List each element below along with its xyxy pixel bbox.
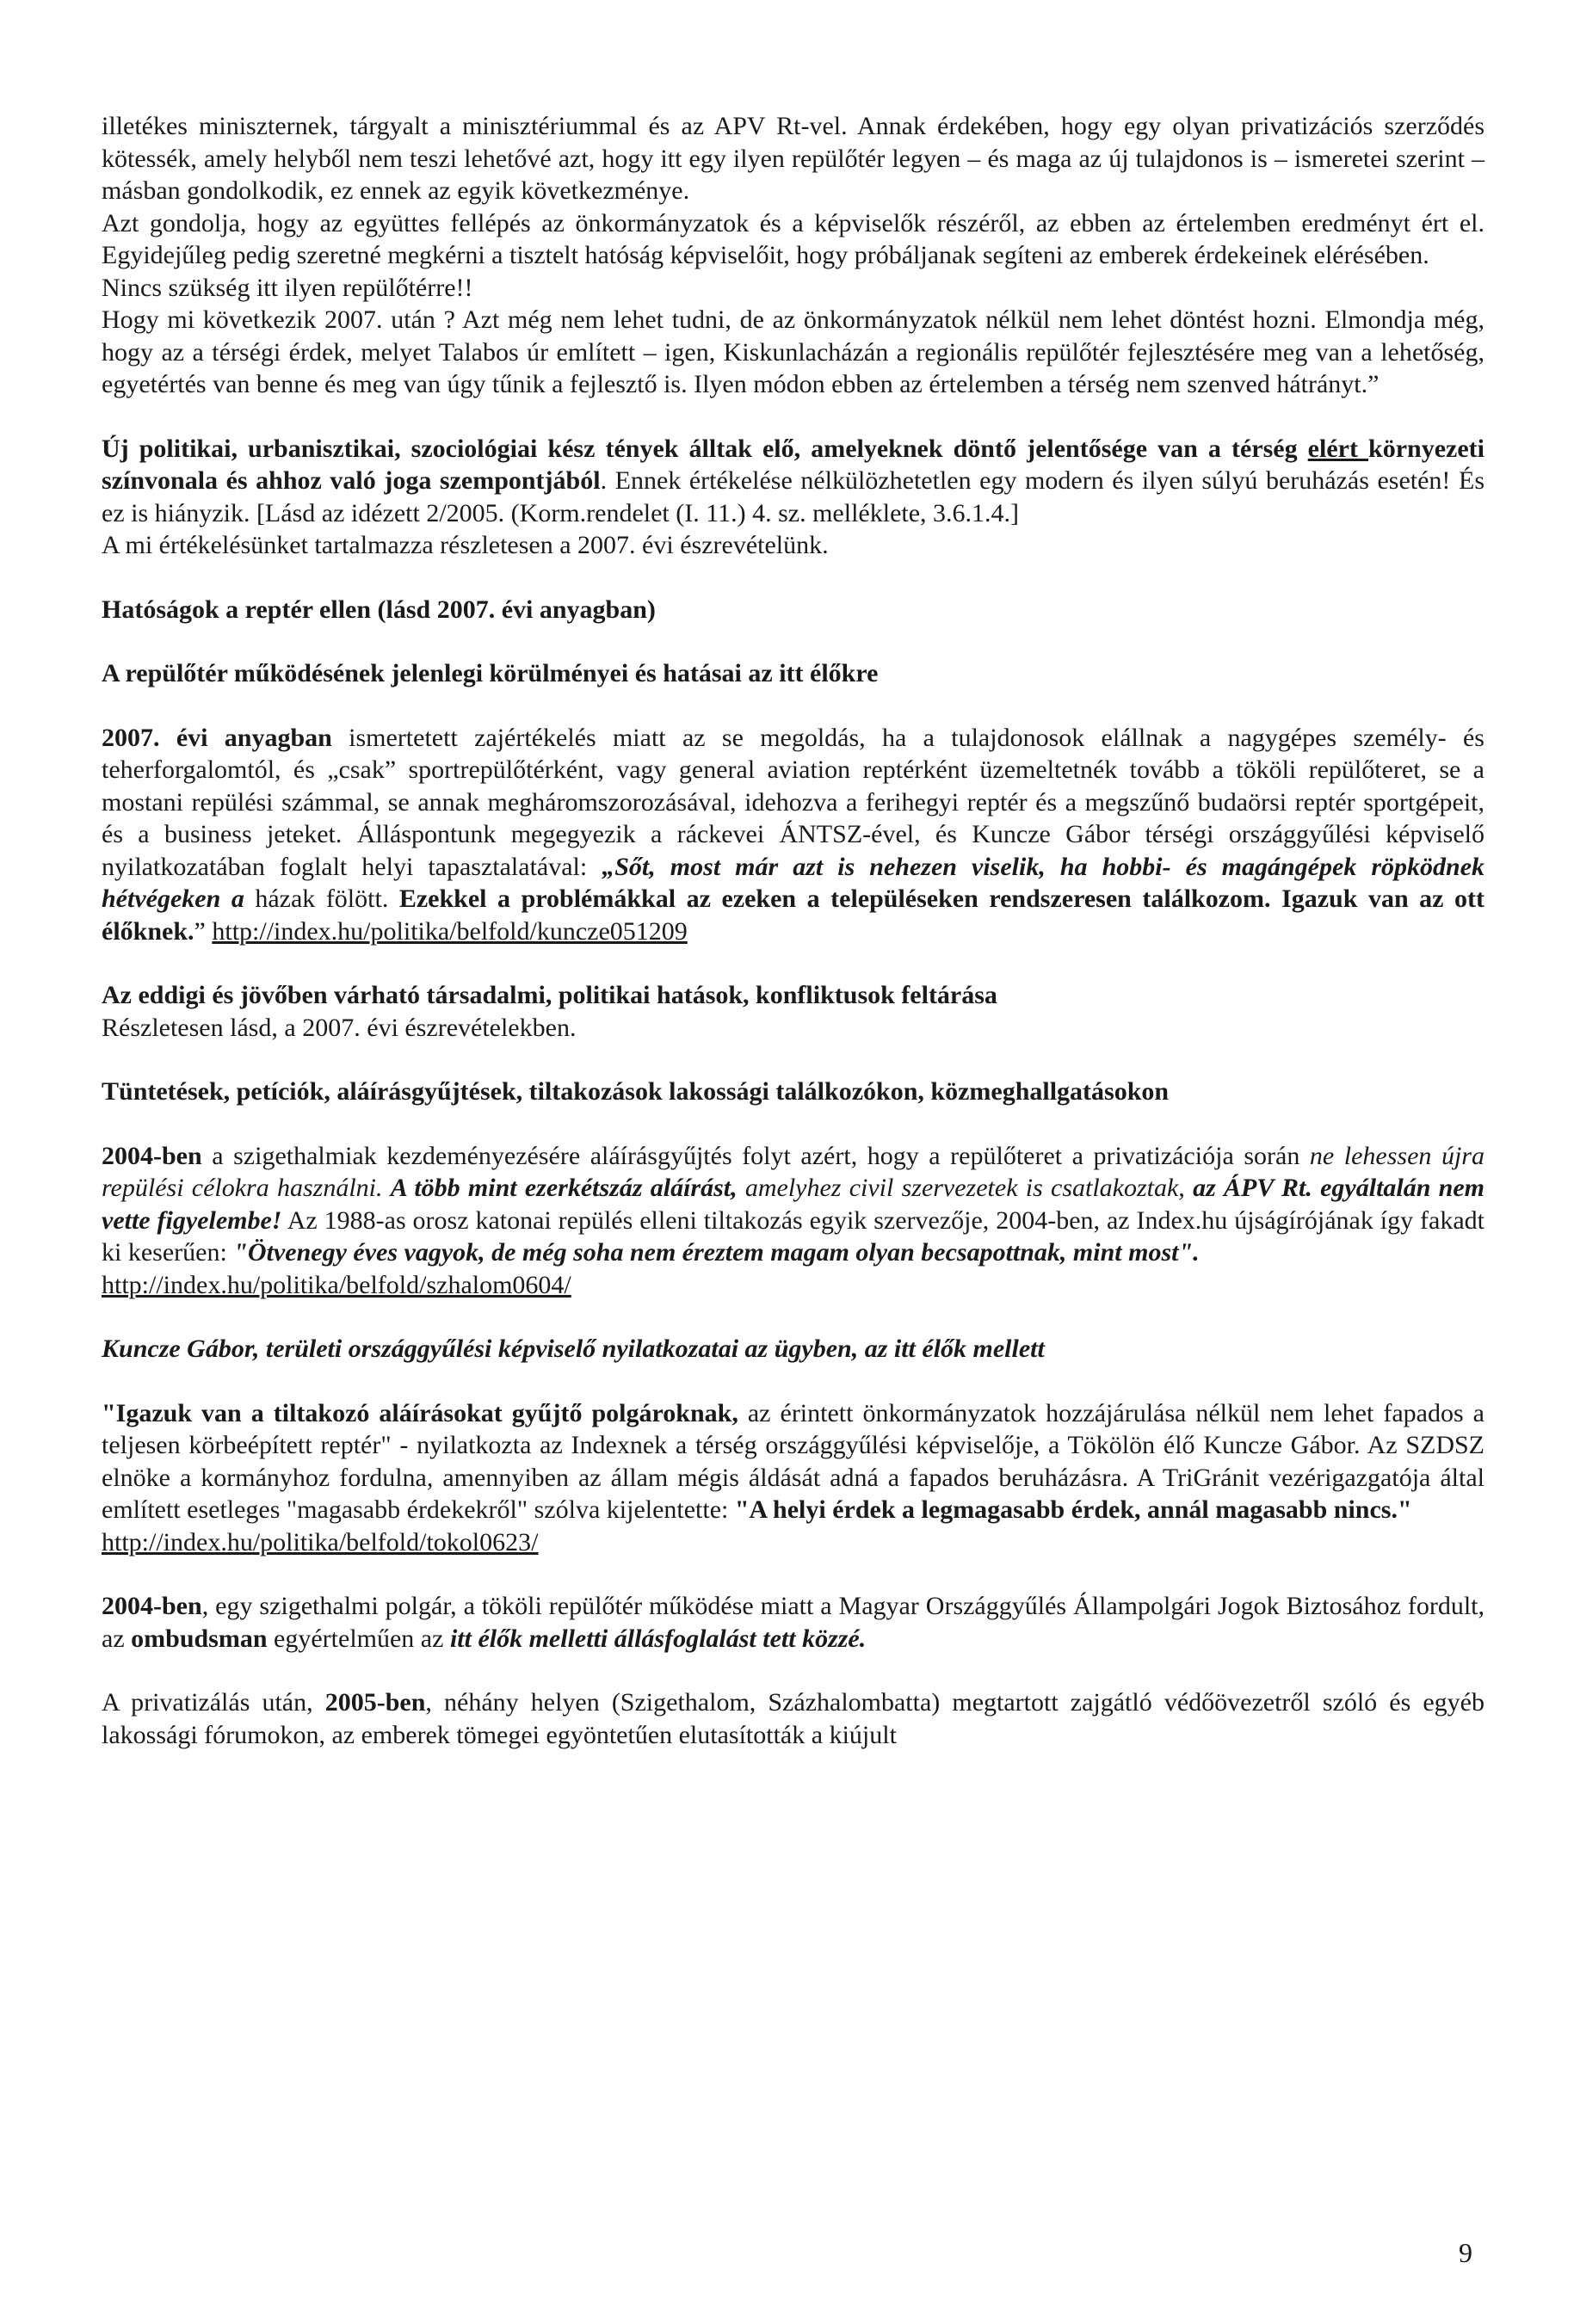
text: ismertetett zajértékelés miatt az se megoldás, ha a tulajdonosok elállnak a nagygépes személy- és teherforgalomtól, és „csak” sportrepülőtérként, vagy general aviation reptérként üzemeltetnék tovább a tököli repülőteret, se a mostani repülési számmal, se annak megháromszorozásával, idehozva a ferihegyi reptér és a megszűnő budaörsi reptér sportgépeit, és a business jeteket. Álláspontunk megegyezik a ráckevei ÁNTSZ-ével, és Kuncze Gábor térségi országgyűlési képviselő nyilatkozatában foglalt helyi tapasztalatával: [102, 723, 1484, 881]
paragraph [102, 1590, 1484, 1655]
text: Az 1988-as orosz katonai repülés elleni tiltakozás egyik szervezője, 2004-ben, az Index.hu újságírójának így fakadt ki keserűen: [102, 1205, 1484, 1267]
paragraph [102, 1397, 1484, 1559]
bold-lead: "Igazuk van a tiltakozó aláírásokat gyűjtő polgároknak, [102, 1398, 738, 1427]
paragraph: illetékes miniszternek, tárgyalt a minisztériummal és az APV Rt-vel. Annak érdekében, hogy egy olyan privatizációs szerződés kötessék, amely helyből nem teszi lehetővé azt, hogy itt egy ilyen repülőtér legyen – és maga az új tulajdonos is – ismeretei szerint – másban gondolkodik, ez ennek az egyik következménye. [102, 112, 1484, 205]
link-tokol0623[interactable]: http://index.hu/politika/belfold/tokol0623/ [102, 1527, 539, 1557]
bold-quote: "A helyi érdek a legmagasabb érdek, annál magasabb nincs." [734, 1495, 1412, 1524]
text [1185, 1174, 1193, 1202]
bold-italic-text: az ÁPV Rt. egyáltalán nem vette figyelembe! [102, 1174, 1485, 1235]
bold-text: Új politikai, urbanisztikai, szociológiai kész tények álltak elő, amelyeknek döntő jelentősége van a térség [102, 434, 1308, 463]
text [383, 1174, 391, 1202]
bold-quote: Ezekkel a problémákkal az ezeken a településeken rendszeresen találkozom. Igazuk van az ott élőknek. [102, 885, 1484, 946]
paragraph: Azt gondolja, hogy az együttes fellépés az önkormányzatok és a képviselők részéről, az ebben az értelemben eredményt ért el. Egyidejűleg pedig szeretné megkérni a tisztelt hatóság képviselőit, hogy próbáljanak segíteni az emberek érdekeinek elérésében. [102, 208, 1484, 269]
paragraph: Hogy mi következik 2007. után ? Azt még nem lehet tudni, de az önkormányzatok nélkül nem lehet döntést hozni. Elmondja még, hogy az a térségi érdek, melyet Talabos úr említett – igen, Kiskunlacházán a regionális repülőtér fejlesztésére meg van a lehetőség, egyetértés van benne és meg van úgy tűnik a fejlesztő is. Ilyen módon ebben az értelemben a térség nem szenved hátrányt.” [102, 305, 1484, 398]
text: egyértelműen az [267, 1624, 450, 1653]
section-heading: Hatóságok a reptér ellen (lásd 2007. évi anyagban) [102, 595, 656, 624]
bold-italic-text: itt élők melletti állásfoglalást tett közzé. [449, 1624, 867, 1653]
bold-italic-quote: "Ötvenegy éves vagyok, de még soha nem éreztem magam olyan becsapottnak, mint most". [233, 1238, 1200, 1267]
text: , néhány helyen (Szigethalom, Százhalombatta) megtartott zajgátló védőövezetről szóló és egyéb lakossági fórumokon, az emberek tömegei egyöntetűen elutasították a kiújult [102, 1688, 1484, 1749]
italic-text: amelyhez civil szervezetek is csatlakoztak, [737, 1174, 1185, 1202]
section-heading: Tüntetések, petíciók, aláírásgyűjtések, tiltakozások lakossági találkozókon, közmeghallgatásokon [102, 1077, 1170, 1106]
text: . Ennek értékelése nélkülözhetetlen egy modern és ilyen súlyú beruházás esetén! És ez is hiányzik. [Lásd az idézett 2/2005. (Korm.rendelet (I. 11.) 4. sz. melléklete, 3.6.1.4.] [102, 466, 1484, 527]
bold-italic-quote: „Sőt, most már azt is nehezen viselik, ha hobbi- és magángépek röpködnek hétvégeken a [102, 852, 1485, 913]
bold-text: ombudsman [131, 1624, 268, 1653]
paragraph [102, 1686, 1484, 1751]
text: ” [194, 916, 213, 946]
page-number: 9 [1459, 2237, 1472, 2268]
paragraph [102, 1140, 1484, 1302]
link-kuncze051209[interactable]: http://index.hu/politika/belfold/kuncze051209 [212, 916, 688, 946]
bold-italic-text: A több mint ezerkétszáz aláírást, [390, 1174, 738, 1202]
section-heading: A repülőtér működésének jelenlegi körülményei és hatásai az itt élőkre [102, 659, 879, 687]
bold-lead: 2004-ben [102, 1141, 202, 1170]
paragraph-key-findings [102, 433, 1484, 530]
bold-lead: 2007. évi anyagban [102, 723, 332, 752]
underlined-bold-text: elért [1307, 434, 1369, 463]
text: , egy szigethalmi polgár, a tököli repülőtér működése miatt a Magyar Országgyűlés Állampolgári Jogok Biztosához fordult, az [102, 1592, 1484, 1653]
paragraph: Nincs szükség itt ilyen repülőtérre!! [102, 273, 473, 302]
section-heading: Az eddigi és jövőben várható társadalmi, politikai hatások, konfliktusok feltárása [102, 981, 997, 1009]
document-page [102, 110, 1484, 1751]
section-heading-italic: Kuncze Gábor, területi országgyűlési képviselő nyilatkozatai az ügyben, az itt élők mellett [102, 1335, 1045, 1363]
bold-lead: 2004-ben [102, 1592, 202, 1620]
link-szhalom0604[interactable]: http://index.hu/politika/belfold/szhalom0604/ [102, 1270, 571, 1299]
text: A privatizálás után, [102, 1688, 325, 1717]
italic-text: ne lehessen újra repülési célokra használni. [102, 1141, 1484, 1202]
paragraph: Részletesen lásd, a 2007. évi észrevételekben. [102, 1013, 577, 1042]
paragraph: A mi értékelésünket tartalmazza részletesen a 2007. évi észrevételünk. [102, 531, 829, 559]
bold-text: környezeti színvonala és ahhoz való joga szempontjából [102, 434, 1484, 495]
paragraph [102, 722, 1484, 948]
bold-text: 2005-ben [324, 1688, 426, 1717]
text: az érintett önkormányzatok hozzájárulása nélkül nem lehet fapados a teljesen körbeépített reptér" - nyilatkozta az Indexnek a térség országgyűlési képviselője, a Tökölön élő Kuncze Gábor. Az SZDSZ elnöke a kormányhoz fordulna, amennyiben az állam mégis áldását adná a fapados beruházásra. A TriGránit vezérigazgatója által említett esetleges "magasabb érdekekről" szólva kijelentette: [102, 1398, 1484, 1524]
text: a szigethalmiak kezdeményezésére aláírásgyűjtés folyt azért, hogy a repülőteret a privatizációja során [201, 1141, 1310, 1170]
text: házak fölött. [244, 885, 399, 913]
